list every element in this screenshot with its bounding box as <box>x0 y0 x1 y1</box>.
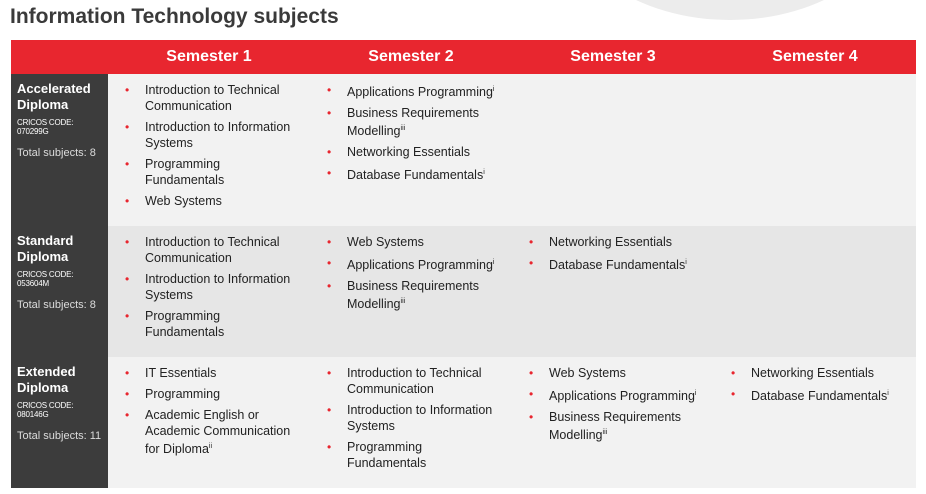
footnote-marker: i <box>483 169 485 177</box>
subject-name: Introduction to Information Systems <box>145 272 291 302</box>
subject-name: Networking Essentials <box>751 366 874 380</box>
subject-name: Programming Fundamentals <box>347 440 427 470</box>
semester-3-cell <box>512 357 714 488</box>
table-row <box>11 226 916 357</box>
subject-name: Web Systems <box>549 366 626 380</box>
subject-item <box>327 144 502 160</box>
cricos-code: CRICOS CODE: 053604M <box>17 270 74 288</box>
program-label <box>11 226 108 357</box>
subject-item <box>327 402 502 434</box>
semester-4-cell <box>714 357 916 488</box>
header-stub <box>11 40 108 74</box>
subject-list <box>529 365 704 443</box>
subject-name: Applications Programming <box>549 389 695 404</box>
cricos-code: CRICOS CODE: 070299G <box>17 118 74 136</box>
subject-item <box>327 365 502 397</box>
subject-item <box>125 82 300 114</box>
subject-name: Applications Programming <box>347 258 493 273</box>
footnote-marker: i <box>492 259 495 266</box>
footnote-marker: i <box>685 259 687 266</box>
program-label <box>11 357 108 488</box>
subject-item <box>529 386 704 404</box>
subject-name: Academic English or Academic Communication for Diploma <box>145 408 291 457</box>
table-header <box>11 40 916 74</box>
background-circle <box>560 0 900 20</box>
subject-list <box>327 365 502 471</box>
subject-name: Database Fundamentals <box>347 168 484 183</box>
subject-name: Database Fundamentals <box>751 389 888 404</box>
cricos-code: CRICOS CODE: 080146G <box>17 401 74 419</box>
semester-4-cell <box>714 74 916 226</box>
semester-1-cell <box>108 357 310 488</box>
subject-name: Introduction to Technical Communication <box>347 366 482 396</box>
table-row <box>11 357 916 488</box>
semester-3-cell <box>512 74 714 226</box>
subject-item <box>125 271 300 303</box>
subject-name: Networking Essentials <box>347 145 470 160</box>
program-name: Extended Diploma <box>17 364 76 395</box>
subject-item <box>125 386 300 402</box>
subject-list <box>529 234 704 273</box>
subject-name: Introduction to Information Systems <box>347 403 493 433</box>
subject-name: Introduction to Technical Communication <box>145 235 280 265</box>
subject-list <box>731 365 906 404</box>
table-row <box>11 74 916 226</box>
subjects-table <box>11 40 916 488</box>
program-label <box>11 74 108 226</box>
subject-item <box>529 365 704 381</box>
subject-name: Networking Essentials <box>549 235 672 249</box>
program-name: Accelerated Diploma <box>17 81 91 112</box>
subject-item <box>529 234 704 250</box>
semester-3-cell <box>512 226 714 357</box>
subject-name: Introduction to Information Systems <box>145 120 291 150</box>
subject-name: IT Essentials <box>145 366 217 380</box>
semester-2-cell <box>310 357 512 488</box>
semester-2-cell <box>310 226 512 357</box>
subject-name: Database Fundamentals <box>549 258 686 273</box>
footnote-marker: iii <box>602 429 608 437</box>
semester-1-cell <box>108 74 310 226</box>
subject-name: Business Requirements Modelling <box>549 410 682 443</box>
subject-item <box>731 386 906 404</box>
subject-item <box>125 407 300 457</box>
program-name: Standard Diploma <box>17 233 74 264</box>
subject-name: Programming Fundamentals <box>145 309 225 339</box>
header-semester-4: Semester 4 <box>772 48 858 65</box>
subject-name: Programming Fundamentals <box>145 157 225 187</box>
subject-name: Web Systems <box>347 235 424 249</box>
subject-list <box>125 82 300 209</box>
subject-list <box>327 234 502 312</box>
subject-item <box>327 105 502 139</box>
subject-name: Web Systems <box>145 194 222 208</box>
header-semester-1: Semester 1 <box>166 48 252 65</box>
subject-item <box>125 365 300 381</box>
semester-1-cell <box>108 226 310 357</box>
header-semester-2: Semester 2 <box>368 48 454 65</box>
header-semester-3: Semester 3 <box>570 48 656 65</box>
total-subjects: Total subjects: 8 <box>17 299 96 311</box>
subject-item <box>731 365 906 381</box>
subject-item <box>125 234 300 266</box>
subject-item <box>327 255 502 273</box>
subject-name: Business Requirements Modelling <box>347 279 480 312</box>
total-subjects: Total subjects: 11 <box>17 430 102 442</box>
subject-item <box>529 409 704 443</box>
subject-item <box>529 255 704 273</box>
page-title: Information Technology subjects <box>10 5 339 28</box>
semester-4-cell <box>714 226 916 357</box>
semester-2-cell <box>310 74 512 226</box>
subject-item <box>125 193 300 209</box>
subject-name: Programming <box>145 387 221 401</box>
footnote-marker: ii <box>208 443 213 450</box>
subject-item <box>125 119 300 151</box>
subject-item <box>125 156 300 188</box>
subject-item <box>327 234 502 250</box>
subject-list <box>125 234 300 340</box>
table-body <box>11 74 916 488</box>
subject-name: Applications Programming <box>347 85 493 100</box>
footnote-marker: iii <box>400 125 406 133</box>
subject-list <box>125 365 300 457</box>
subject-list <box>327 82 502 183</box>
footnote-marker: i <box>887 390 889 397</box>
subject-name: Business Requirements Modelling <box>347 106 480 139</box>
subject-item <box>327 278 502 312</box>
subject-item <box>327 439 502 471</box>
subject-item <box>327 82 502 100</box>
total-subjects: Total subjects: 8 <box>17 147 96 159</box>
subject-item <box>327 165 502 183</box>
footnote-marker: i <box>694 390 697 397</box>
footnote-marker: iii <box>400 298 406 306</box>
subject-item <box>125 308 300 340</box>
subject-name: Introduction to Technical Communication <box>145 83 280 113</box>
footnote-marker: i <box>492 86 495 93</box>
